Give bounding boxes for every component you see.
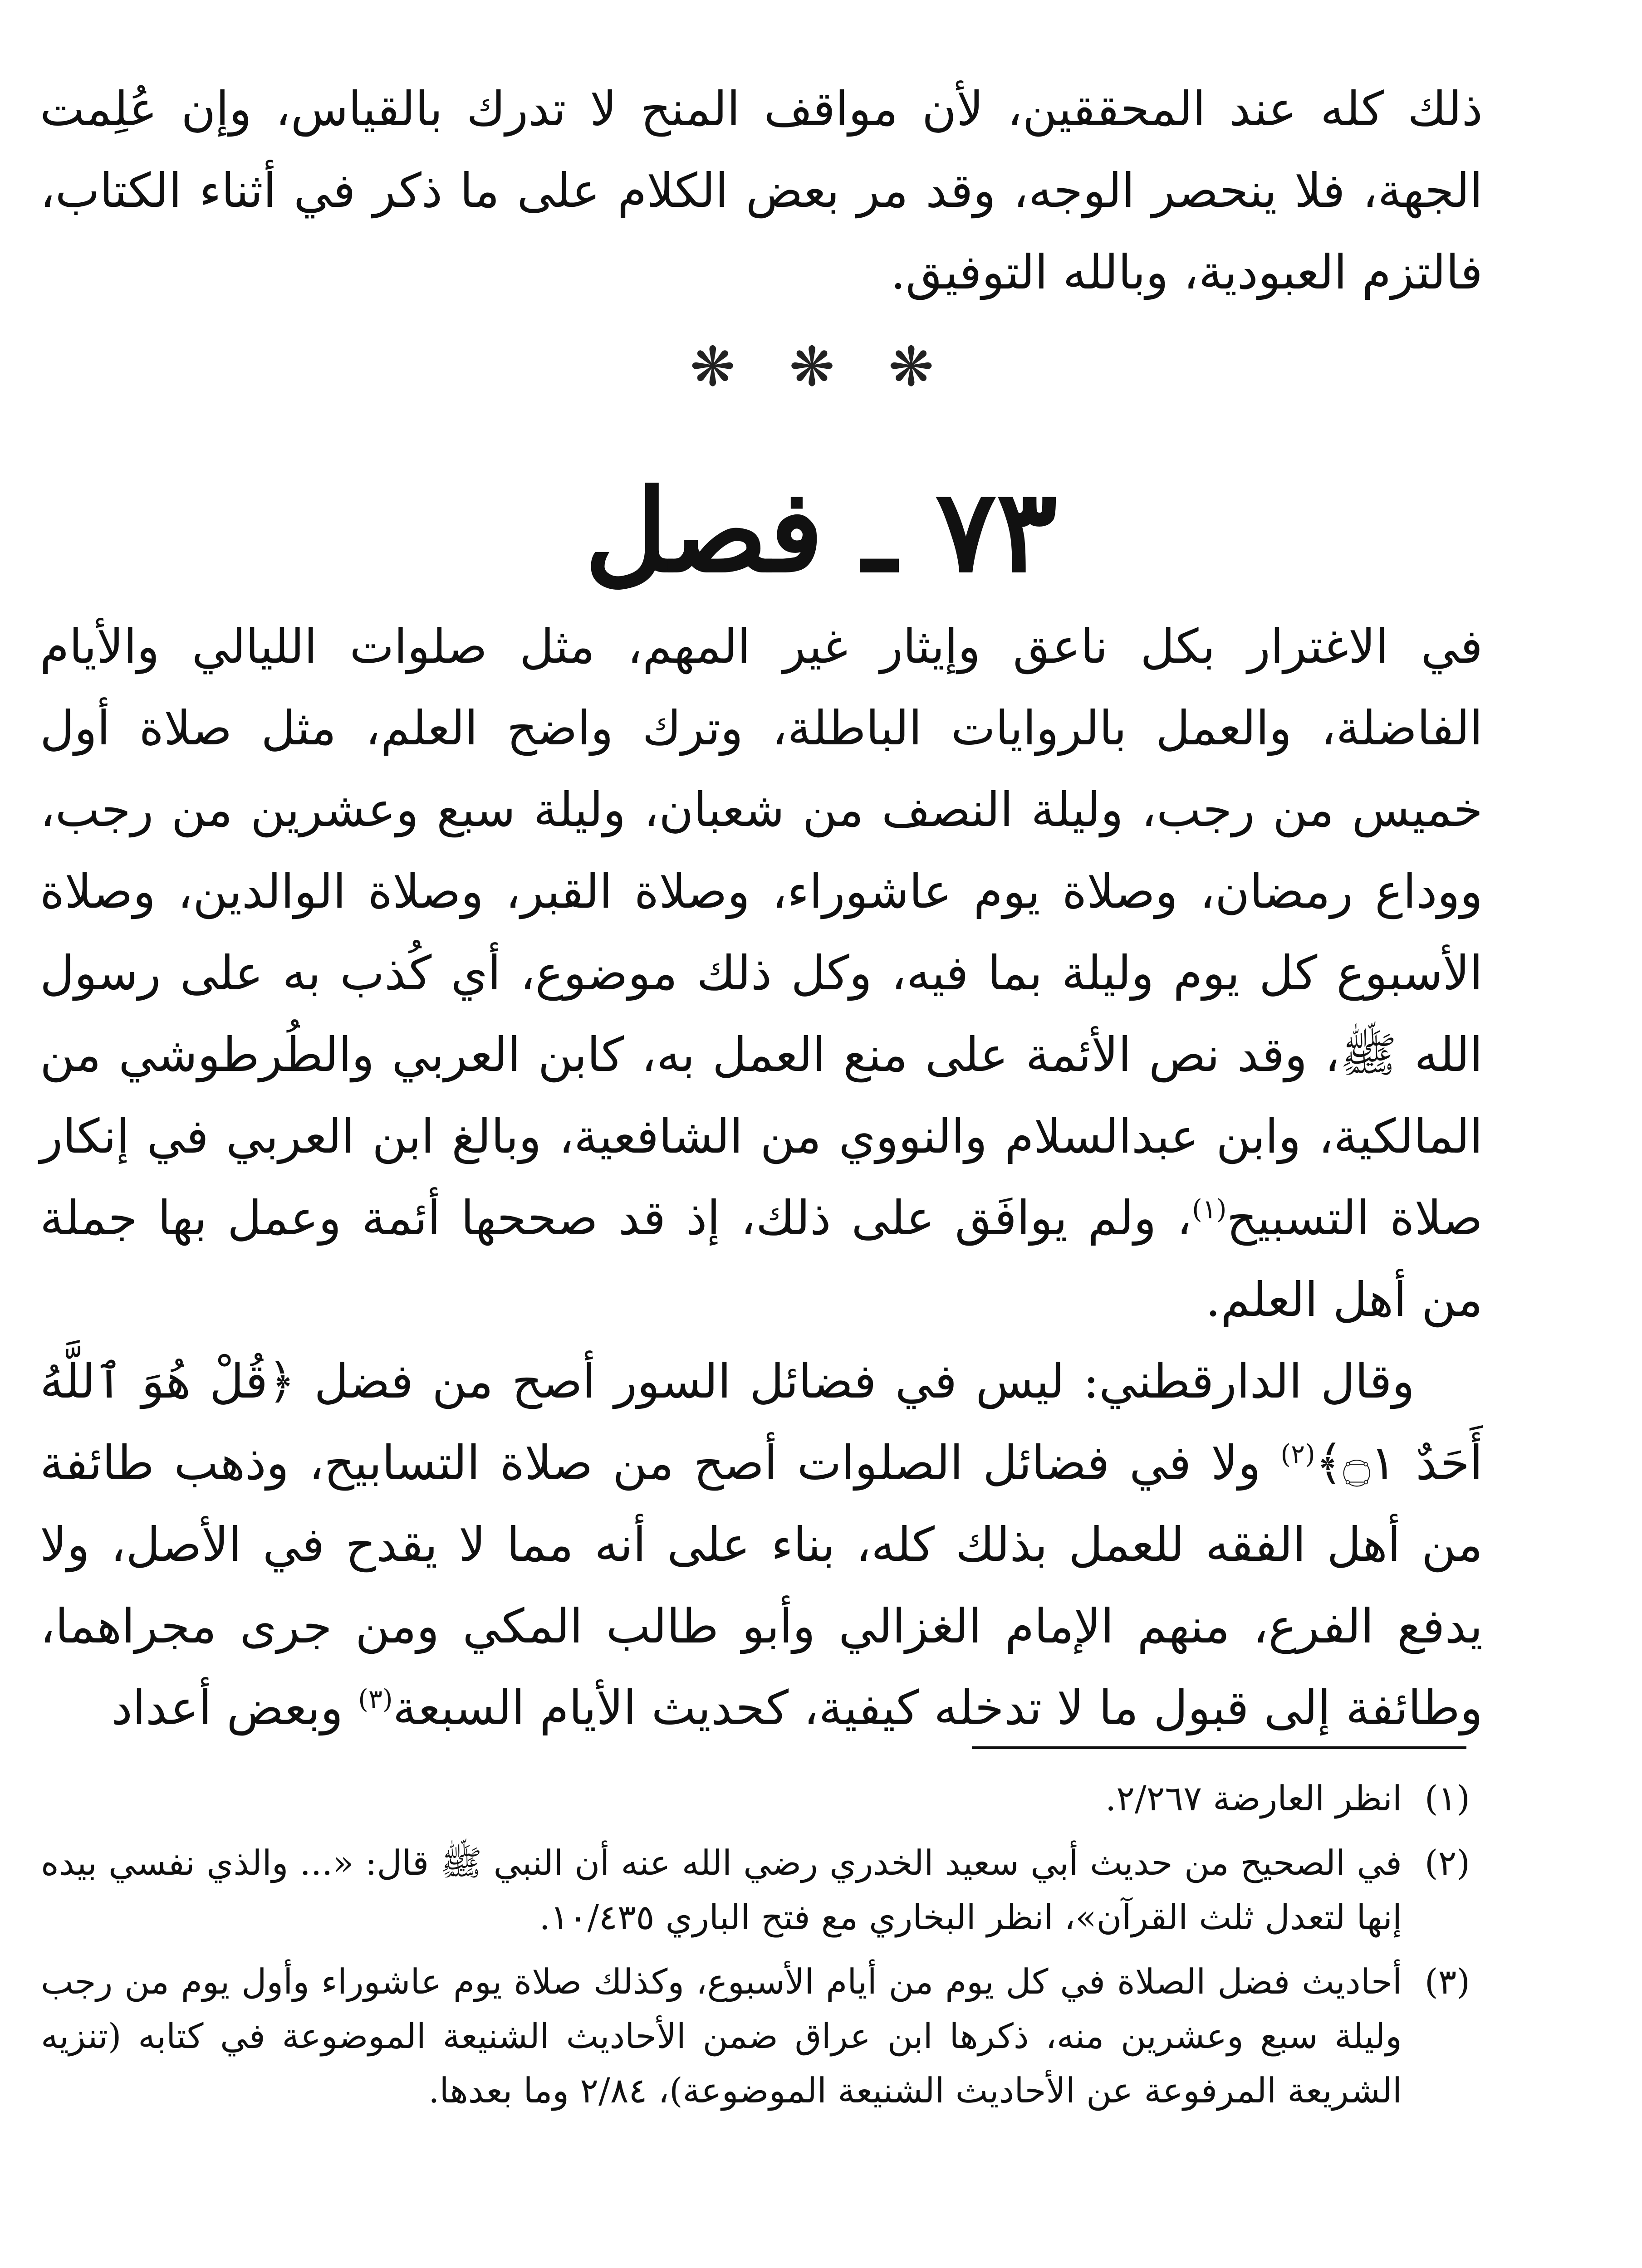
paragraph-1 xyxy=(40,606,1483,1340)
footnote-text: أحاديث فضل الصلاة في كل يوم من أيام الأسبوع، وكذلك صلاة يوم عاشوراء وأول يوم من رجب وليلة سبع وعشرين منه، ذكرها ابن عراق ضمن الأحاديث الشنيعة الموضوعة في كتابه (تنزيه الشريعة المرفوعة عن الأحاديث الشنيعة الموضوعة)، ٢/٨٤ وما بعدها. xyxy=(41,1961,1402,2111)
section-separator: ❋ ❋ ❋ xyxy=(690,336,952,399)
footnote-ref-1: (١) xyxy=(1192,1193,1227,1225)
footnote-2 xyxy=(41,1836,1470,1945)
section-heading: ٧٣ ـ فصل xyxy=(584,464,1058,597)
footnote-3 xyxy=(41,1955,1470,2118)
footnotes xyxy=(41,1771,1470,2128)
intro-block xyxy=(40,68,1483,313)
footnote-text: في الصحيح من حديث أبي سعيد الخدري رضي الله عنه أن النبي ﷺ قال: «... والذي نفسي بيده إنها لتعدل ثلث القرآن»، انظر البخاري مع فتح الباري ١٠/٤٣٥. xyxy=(41,1843,1402,1937)
footnote-ref-2: (٢) xyxy=(1280,1438,1315,1470)
footnote-ref-3: (٣) xyxy=(358,1683,393,1715)
paragraph-2 xyxy=(40,1340,1483,1749)
paragraph-2-text-end: وبعض أعداد xyxy=(111,1680,358,1735)
footnote-number: (٣) xyxy=(1424,1961,1470,2002)
intro-paragraph: ذلك كله عند المحققين، لأن مواقف المنح لا تدرك بالقياس، وإن عُلِمت الجهة، فلا ينحصر الوجه، وقد مر بعض الكلام على ما ذكر في أثناء الكتاب، فالتزم العبودية، وبالله التوفيق. xyxy=(40,81,1483,300)
footnote-divider xyxy=(972,1746,1466,1749)
footnote-text: انظر العارضة ٢/٢٦٧. xyxy=(1105,1778,1402,1818)
footnote-number: (١) xyxy=(1424,1778,1470,1818)
paragraph-1-text: في الاغترار بكل ناعق وإيثار غير المهم، مثل صلوات الليالي والأيام الفاضلة، والعمل بالروايات الباطلة، وترك واضح العلم، مثل صلاة أول خميس من رجب، وليلة النصف من شعبان، وليلة سبع وعشرين من رجب، ووداع رمضان، وصلاة يوم عاشوراء، وصلاة القبر، وصلاة الوالدين، وصلاة الأسبوع كل يوم وليلة بما فيه، وكل ذلك موضوع، أي كُذب به على رسول الله ﷺ، وقد نص الأئمة على منع العمل به، كابن العربي والطُرطوشي من المالكية، وابن عبدالسلام والنووي من الشافعية، وبالغ ابن العربي في إنكار صلاة التسبيح xyxy=(40,619,1483,1246)
footnote-number: (٢) xyxy=(1424,1843,1470,1883)
paragraph-2-text-middle: ولا في فضائل الصلوات أصح من صلاة التسابيح، وذهب طائفة من أهل الفقه للعمل بذلك كله، بناء على أنه مما لا يقدح في الأصل، ولا يدفع الفرع، منهم الإمام الغزالي وأبو طالب المكي ومن جرى مجراهما، وطائفة إلى قبول ما لا تدخله كيفية، كحديث الأيام السبعة xyxy=(40,1435,1483,1735)
paragraph-1-text-end: ، ولم يوافَق على ذلك، إذ قد صححها أئمة وعمل بها جملة من أهل العلم. xyxy=(40,1190,1483,1327)
main-text xyxy=(40,606,1483,1749)
footnote-1 xyxy=(41,1771,1470,1826)
paragraph-2-text-start: وقال الدارقطني: ليس في فضائل السور أصح من فضل ﴿قُلْ هُوَ ٱللَّهُ أَحَدٌ ۝١﴾ xyxy=(40,1354,1483,1491)
